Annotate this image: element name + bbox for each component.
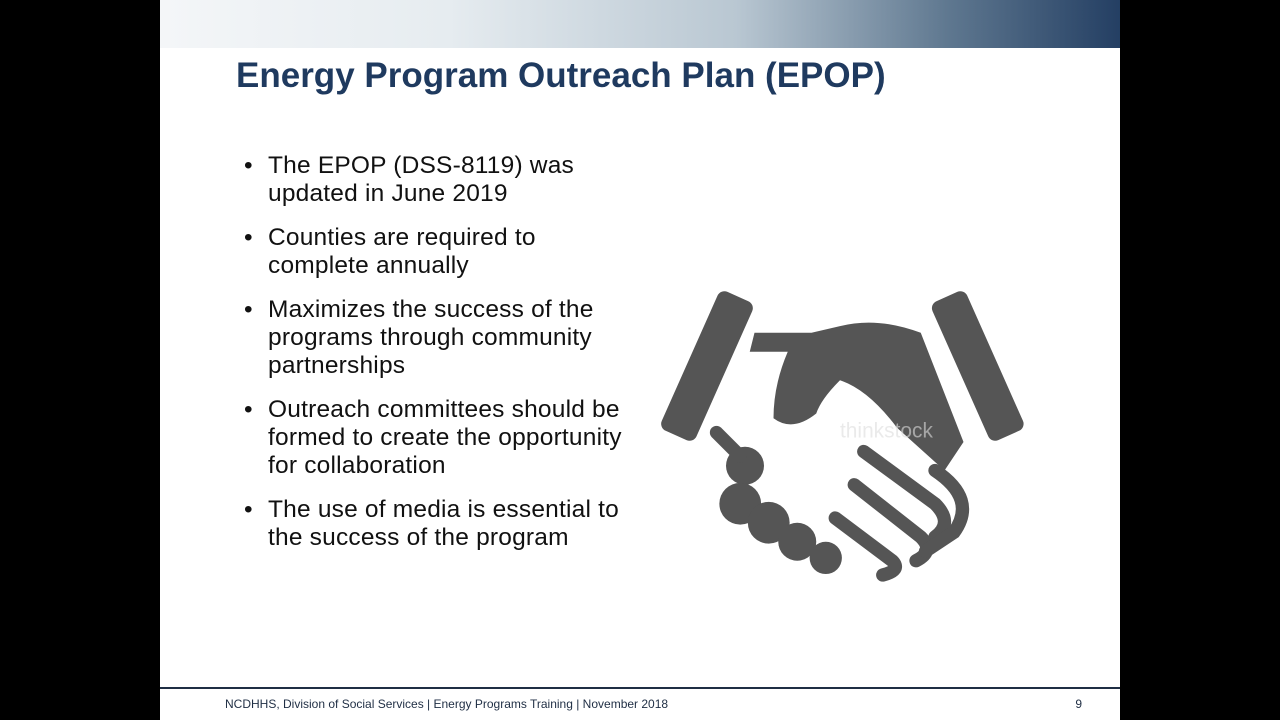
page-number: 9 [1075,697,1082,711]
bullet-text: Maximizes the success of the programs through community partnerships [268,296,594,379]
bullet-item [244,224,624,280]
bullet-item [244,496,624,552]
slide-title: Energy Program Outreach Plan (EPOP) [236,56,886,95]
bullet-list [244,152,624,568]
bullet-icon: • [244,152,253,179]
slide [160,0,1120,720]
header-gradient-band [160,0,1120,48]
footer-divider [160,687,1120,689]
bullet-text: Counties are required to complete annually [268,224,536,279]
bullet-item [244,296,624,380]
bullet-text: Outreach committees should be formed to create the opportunity for collaboration [268,396,622,479]
bullet-icon: • [244,296,253,323]
bullet-icon: • [244,396,253,423]
bullet-text: The use of media is essential to the success of the program [268,496,619,551]
footer-text: NCDHHS, Division of Social Services | Energy Programs Training | November 2018 [225,697,669,711]
handshake-icon [650,275,1030,590]
bullet-icon: • [244,496,253,523]
bullet-item [244,396,624,480]
bullet-icon: • [244,224,253,251]
bullet-text: The EPOP (DSS-8119) was updated in June 2019 [268,152,574,207]
bullet-item [244,152,624,208]
watermark: thinkstock [840,419,933,443]
